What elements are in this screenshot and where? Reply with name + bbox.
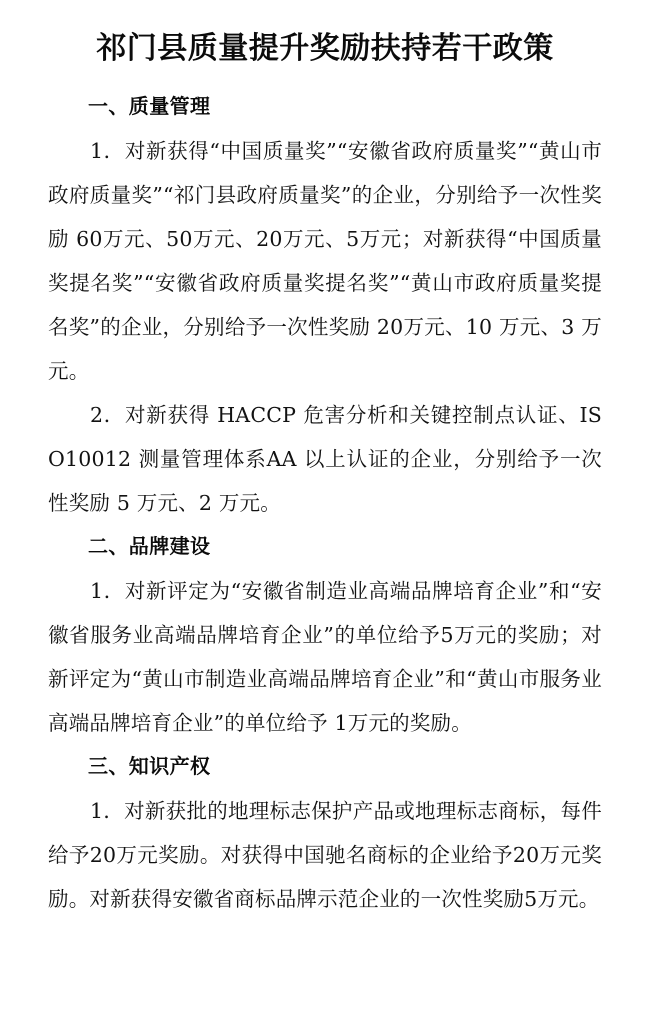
section-heading-brand-building: 二、品牌建设 [88,536,211,558]
paragraph-quality-management-item-2: 2．对新获得 HACCP 危害分析和关键控制点认证、ISO10012 测量管理体系AA 以上认证的企业，分别给予一次性奖励 5 万元、2 万元。 [48,403,602,515]
paragraph-brand-building-item-1: 1．对新评定为“安徽省制造业高端品牌培育企业”和“安徽省服务业高端品牌培育企业”的单位给予5万元的奖励；对新评定为“黄山市制造业高端品牌培育企业”和“黄山市服务业高端品牌培育企业”的单位给予 1万元的奖励。 [48,579,602,735]
paragraph-quality-management-item-1: 1．对新获得“中国质量奖”“安徽省政府质量奖”“黄山市政府质量奖”“祁门县政府质量奖”的企业，分别给予一次性奖励 60万元、50万元、20万元、5万元；对新获得“中国质量奖提名奖”“安徽省政府质量奖提名奖”“黄山市政府质量奖提名奖”的企业，分别给予一次性奖励 20万元、10 万元、3 万元。 [48,139,602,383]
document-body [48,0,602,921]
section-heading-quality-management: 一、质量管理 [88,96,211,118]
paragraph-intellectual-property-item-1: 1．对新获批的地理标志保护产品或地理标志商标，每件给予20万元奖励。对获得中国驰名商标的企业给予20万元奖励。对新获得安徽省商标品牌示范企业的一次性奖励5万元。 [48,799,602,911]
page-title: 祁门县质量提升奖励扶持若干政策 [96,32,554,65]
section-heading-intellectual-property: 三、知识产权 [88,756,211,778]
